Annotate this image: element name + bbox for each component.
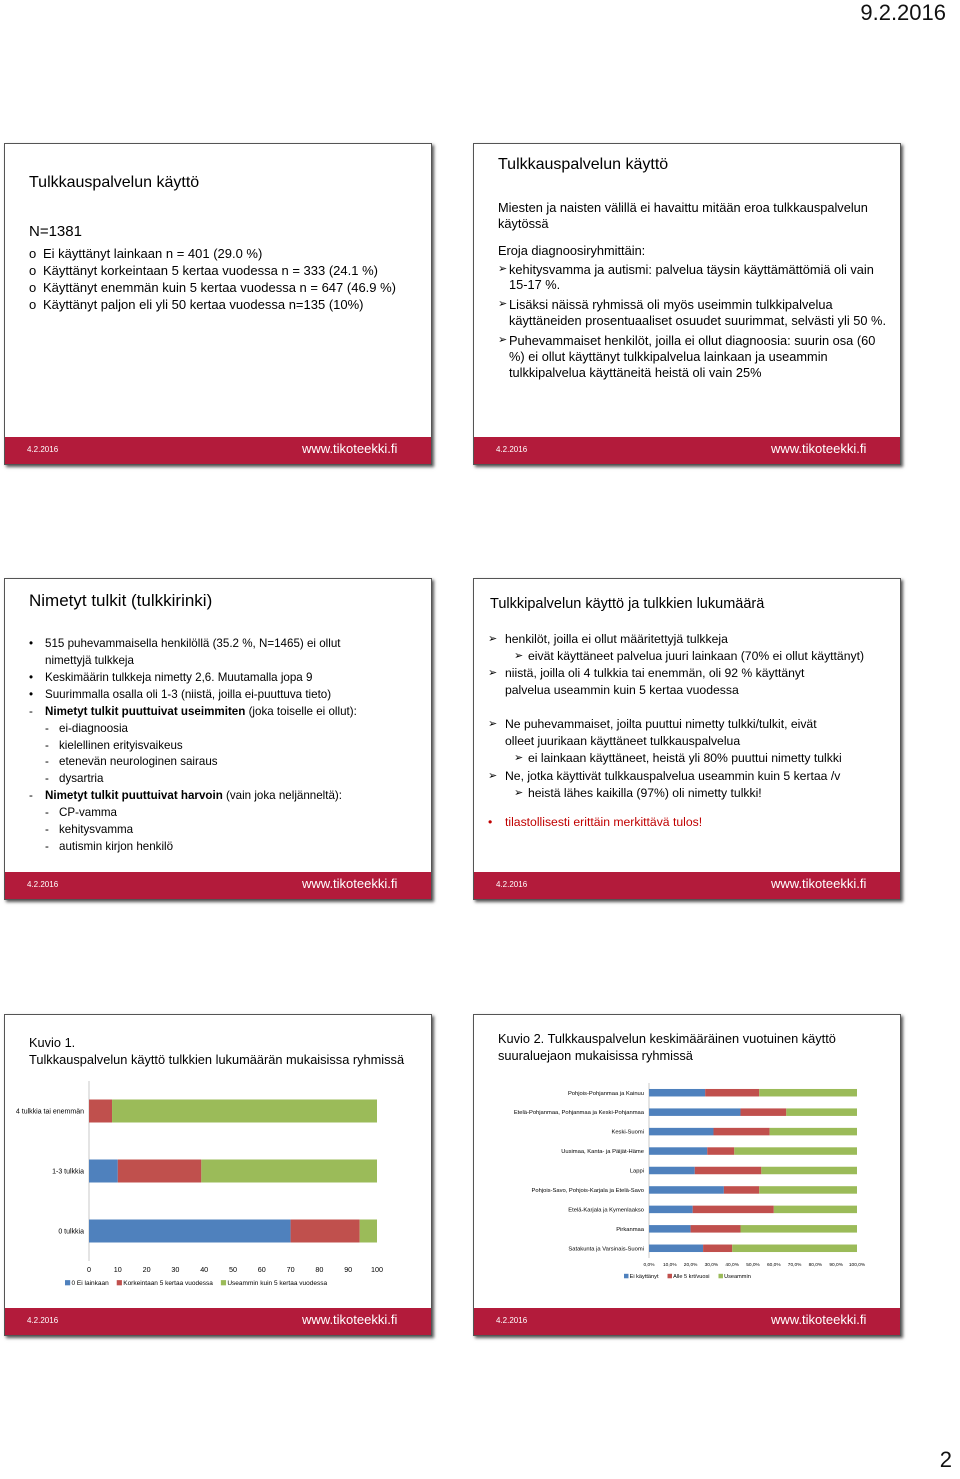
- bar-segment: [695, 1167, 762, 1175]
- footer-date: 4.2.2016: [496, 1316, 528, 1325]
- bar-segment: [759, 1089, 857, 1097]
- bar-segment: [201, 1160, 377, 1183]
- list-item: o Ei käyttänyt lainkaan n = 401 (29.0 %): [29, 245, 263, 261]
- slide-footer: [5, 437, 431, 464]
- bar-segment: [761, 1167, 857, 1175]
- conclusion: • tilastollisesti erittäin merkittävä tulos!: [488, 814, 703, 829]
- x-tick-label: 30,0%: [704, 1263, 719, 1268]
- legend-label: Alle 5 krt/vuosi: [673, 1274, 710, 1280]
- footer-date: 4.2.2016: [496, 445, 528, 454]
- bar-segment: [734, 1147, 857, 1155]
- chart-regions: [474, 1075, 900, 1295]
- bar-segment: [770, 1128, 857, 1136]
- list-item: • Suurimmalla osalla oli 1-3 (niistä, joilla ei-puuttuva tieto): [29, 687, 332, 701]
- slide-3: [4, 578, 432, 900]
- category-label: 1-3 tulkkia: [52, 1168, 84, 1176]
- legend-swatch: [221, 1280, 226, 1285]
- slide-1-title: Tulkkauspalvelun käyttö: [29, 174, 200, 191]
- x-tick-label: 60,0%: [766, 1263, 781, 1268]
- bar-segment: [360, 1220, 377, 1243]
- x-tick-label: 40,0%: [725, 1263, 740, 1268]
- bar-segment: [649, 1108, 741, 1116]
- bar-segment: [649, 1245, 703, 1253]
- bar-segment: [649, 1089, 705, 1097]
- bar-segment: [649, 1147, 707, 1155]
- bar-segment: [732, 1245, 857, 1253]
- footer-date: 4.2.2016: [27, 880, 59, 889]
- slide-footer: [5, 872, 431, 899]
- bar-segment: [703, 1245, 732, 1253]
- bar-segment: [741, 1225, 857, 1233]
- list-item: - Nimetyt tulkit puuttuivat harvoin (vain joka neljänneltä):: [29, 789, 343, 803]
- legend-label: Korkeintaan 5 kertaa vuodessa: [123, 1280, 213, 1287]
- legend-label: 0 Ei lainkaan: [71, 1280, 109, 1287]
- category-label: Etelä-Pohjanmaa, Pohjanmaa ja Keski-Pohjanmaa: [513, 1110, 644, 1117]
- x-tick-label: 80: [315, 1265, 324, 1274]
- list-item: • Keskimäärin tulkkeja nimetty 2,6. Muutamalla jopa 9: [29, 670, 313, 684]
- legend-swatch: [117, 1280, 122, 1285]
- rarely-missing-heading: Nimetyt tulkit puuttuivat harvoin: [45, 789, 223, 803]
- bar-segment: [649, 1128, 713, 1136]
- bar-segment: [705, 1089, 759, 1097]
- footer-url: www.tikoteekki.fi: [302, 876, 398, 891]
- bar-segment: [774, 1206, 857, 1214]
- bar-segment: [759, 1186, 857, 1194]
- category-label: Uusimaa, Kanta- ja Päijät-Häme: [561, 1149, 644, 1156]
- x-tick-label: 90,0%: [829, 1263, 844, 1268]
- x-tick-label: 20,0%: [683, 1263, 698, 1268]
- bar-segment: [707, 1147, 734, 1155]
- list-item: ➢ henkilöt, joilla ei ollut määritettyjä tulkkeja: [488, 632, 728, 646]
- list-item: ➢ Ne, jotka käyttivät tulkkauspalvelua useammin kuin 5 kertaa /v: [488, 768, 841, 783]
- often-missing-heading: Nimetyt tulkit puuttuivat useimmiten: [45, 704, 246, 718]
- legend-swatch: [65, 1280, 70, 1285]
- footer-url: www.tikoteekki.fi: [771, 441, 867, 456]
- x-tick-label: 100,0%: [848, 1263, 866, 1268]
- x-tick-label: 70,0%: [787, 1263, 802, 1268]
- list-item: ➢ kehitysvamma ja autismi: palvelua täysin käyttämättömiä oli vain 15-17 %.: [498, 261, 874, 293]
- bar-segment: [649, 1225, 691, 1233]
- footer-date: 4.2.2016: [496, 880, 528, 889]
- footer-date: 4.2.2016: [27, 1316, 59, 1325]
- slide-3-body: [29, 636, 424, 856]
- slide-footer: [474, 437, 900, 464]
- sub-list-item: ➢ eivät käyttäneet palvelua juuri lainkaan (70% ei ollut käyttänyt): [514, 649, 865, 664]
- x-tick-label: 10,0%: [662, 1263, 677, 1268]
- bar-segment: [741, 1108, 787, 1116]
- slide-footer: [474, 1308, 900, 1335]
- slide-2-body: [498, 200, 893, 381]
- x-tick-label: 0: [87, 1265, 91, 1274]
- list-item: ➢ niistä, joilla oli 4 tulkkia tai enemmän, oli 92 % käyttänyt palvelua useammin kuin 5 kertaa vuodessa: [488, 666, 805, 698]
- sample-size: N=1381: [29, 223, 82, 240]
- x-tick-label: 30: [171, 1265, 180, 1274]
- category-label: 4 tulkkia tai enemmän: [15, 1108, 84, 1116]
- slide-1: [4, 143, 432, 465]
- list-item: ➢ Ne puhevammaiset, joilta puuttui nimetty tulkki/tulkit, eivät olleet juurikaan käyttäneet tulkkauspalvelua: [488, 717, 817, 749]
- slide-6: [473, 1014, 901, 1336]
- sub-list-item: - CP-vamma: [45, 806, 117, 820]
- footer-date: 4.2.2016: [27, 445, 59, 454]
- x-tick-label: 0,0%: [643, 1263, 655, 1268]
- bar-segment: [713, 1128, 769, 1136]
- legend-swatch: [718, 1274, 722, 1278]
- footer-url: www.tikoteekki.fi: [771, 876, 867, 891]
- x-tick-label: 80,0%: [808, 1263, 823, 1268]
- x-tick-label: 50: [229, 1265, 237, 1274]
- slide-5-title: Kuvio 1. Tulkkauspalvelun käyttö tulkkien lukumäärän mukaisissa ryhmissä: [29, 1035, 405, 1068]
- slide-2-title: Tulkkauspalvelun käyttö: [498, 156, 669, 173]
- x-tick-label: 20: [142, 1265, 151, 1274]
- bar-segment: [89, 1220, 291, 1243]
- bar-segment: [724, 1186, 759, 1194]
- bar-segment: [786, 1108, 857, 1116]
- bar-segment: [691, 1225, 741, 1233]
- page-number: 2: [939, 1447, 952, 1472]
- slide-4-body: [488, 631, 892, 831]
- legend-label: Ei käyttänyt: [629, 1274, 659, 1280]
- bar-segment: [649, 1167, 695, 1175]
- slide-2: [473, 143, 901, 465]
- x-tick-label: 40: [200, 1265, 209, 1274]
- footer-url: www.tikoteekki.fi: [302, 441, 398, 456]
- sub-list-item: - autismin kirjon henkilö: [45, 840, 174, 854]
- bar-segment: [649, 1206, 693, 1214]
- legend-label: Useammin: [724, 1274, 751, 1280]
- bar-segment: [89, 1160, 118, 1183]
- sub-list-item: - kielellinen erityisvaikeus: [45, 738, 183, 752]
- slide-6-title: Kuvio 2. Tulkkauspalvelun keskimääräinen vuotuinen käyttö suuraluejaon mukaisissa ryhmissä: [498, 1031, 836, 1063]
- list-item: - Nimetyt tulkit puuttuivat useimmiten (joka toiselle ei ollut):: [29, 704, 357, 718]
- bar-segment: [649, 1186, 724, 1194]
- category-label: Keski-Suomi: [611, 1129, 644, 1136]
- bar-segment: [118, 1160, 202, 1183]
- list-item: ➢ Lisäksi näissä ryhmissä oli myös useimmin tulkkipalvelua käyttäneiden prosentuaaliset osuudet suurimmat, selvästi yli 50 %.: [498, 297, 886, 329]
- category-label: Pohjois-Pohjanmaa ja Kainuu: [567, 1090, 644, 1097]
- category-label: Lappi: [629, 1168, 644, 1175]
- bar-segment: [291, 1220, 360, 1243]
- sub-list-item: - dysartria: [45, 772, 104, 786]
- slide-footer: [474, 872, 900, 899]
- sub-list-item: - etenevän neurologinen sairaus: [45, 755, 218, 769]
- x-tick-label: 50,0%: [746, 1263, 760, 1268]
- slide-4: [473, 578, 901, 900]
- slide-5: [4, 1014, 432, 1336]
- category-label: Etelä-Karjala ja Kymenlaakso: [568, 1207, 644, 1214]
- list-item: o Käyttänyt enemmän kuin 5 kertaa vuodessa n = 647 (46.9 %): [29, 280, 397, 296]
- x-tick-label: 100: [371, 1265, 383, 1274]
- bar-segment: [693, 1206, 774, 1214]
- slide-4-title: Tulkkipalvelun käyttö ja tulkkien lukumäärä: [490, 596, 765, 612]
- list-item: o Käyttänyt paljon eli yli 50 kertaa vuodessa n=135 (10%): [29, 297, 364, 313]
- footer-url: www.tikoteekki.fi: [302, 1312, 398, 1327]
- category-label: Pohjois-Savo, Pohjois-Karjala ja Etelä-Savo: [531, 1187, 644, 1194]
- slide-3-title: Nimetyt tulkit (tulkkirinki): [29, 591, 213, 610]
- sub-list-item: ➢ ei lainkaan käyttäneet, heistä yli 80% puuttui nimetty tulkki: [514, 751, 842, 766]
- list-item: • 515 puhevammaisella henkilöllä (35.2 %, N=1465) ei ollut nimettyjä tulkkeja: [29, 637, 341, 667]
- footer-url: www.tikoteekki.fi: [771, 1312, 867, 1327]
- bar-segment: [112, 1100, 377, 1123]
- slide-footer: [5, 1308, 431, 1335]
- sub-list-item: - ei-diagnoosia: [45, 721, 128, 735]
- legend-swatch: [668, 1274, 672, 1278]
- sub-list-item: - kehitysvamma: [45, 823, 134, 837]
- intro-text: Miesten ja naisten välillä ei havaittu mitään eroa tulkkauspalvelun käytössä: [498, 200, 868, 231]
- chart-interpreter-count: [5, 1075, 431, 1295]
- bar-segment: [89, 1100, 112, 1123]
- legend-label: Useammin kuin 5 kertaa vuodessa: [227, 1280, 328, 1287]
- x-tick-label: 90: [344, 1265, 353, 1274]
- category-label: Pirkanmaa: [616, 1226, 644, 1233]
- list-item: o Käyttänyt korkeintaan 5 kertaa vuodessa n = 333 (24.1 %): [29, 262, 378, 278]
- legend-swatch: [624, 1274, 628, 1278]
- page-date: 9.2.2016: [860, 0, 946, 25]
- sub-list-item: ➢ heistä lähes kaikilla (97%) oli nimetty tulkki!: [514, 785, 762, 800]
- category-label: 0 tulkkia: [58, 1228, 84, 1236]
- x-tick-label: 70: [286, 1265, 295, 1274]
- x-tick-label: 60: [257, 1265, 266, 1274]
- list-item: ➢ Puhevammaiset henkilöt, joilla ei ollut diagnoosia: suurin osa (60 %) ei ollut käyttänyt tulkkipalvelua lainkaan ja useammin tulkkipalvelua käyttäneitä heistä oli vain 25%: [498, 333, 876, 380]
- x-tick-label: 10: [113, 1265, 122, 1274]
- category-label: Satakunta ja Varsinais-Suomi: [568, 1246, 644, 1253]
- slide-1-body: [29, 222, 424, 313]
- subheading: Eroja diagnoosiryhmittäin:: [498, 242, 646, 258]
